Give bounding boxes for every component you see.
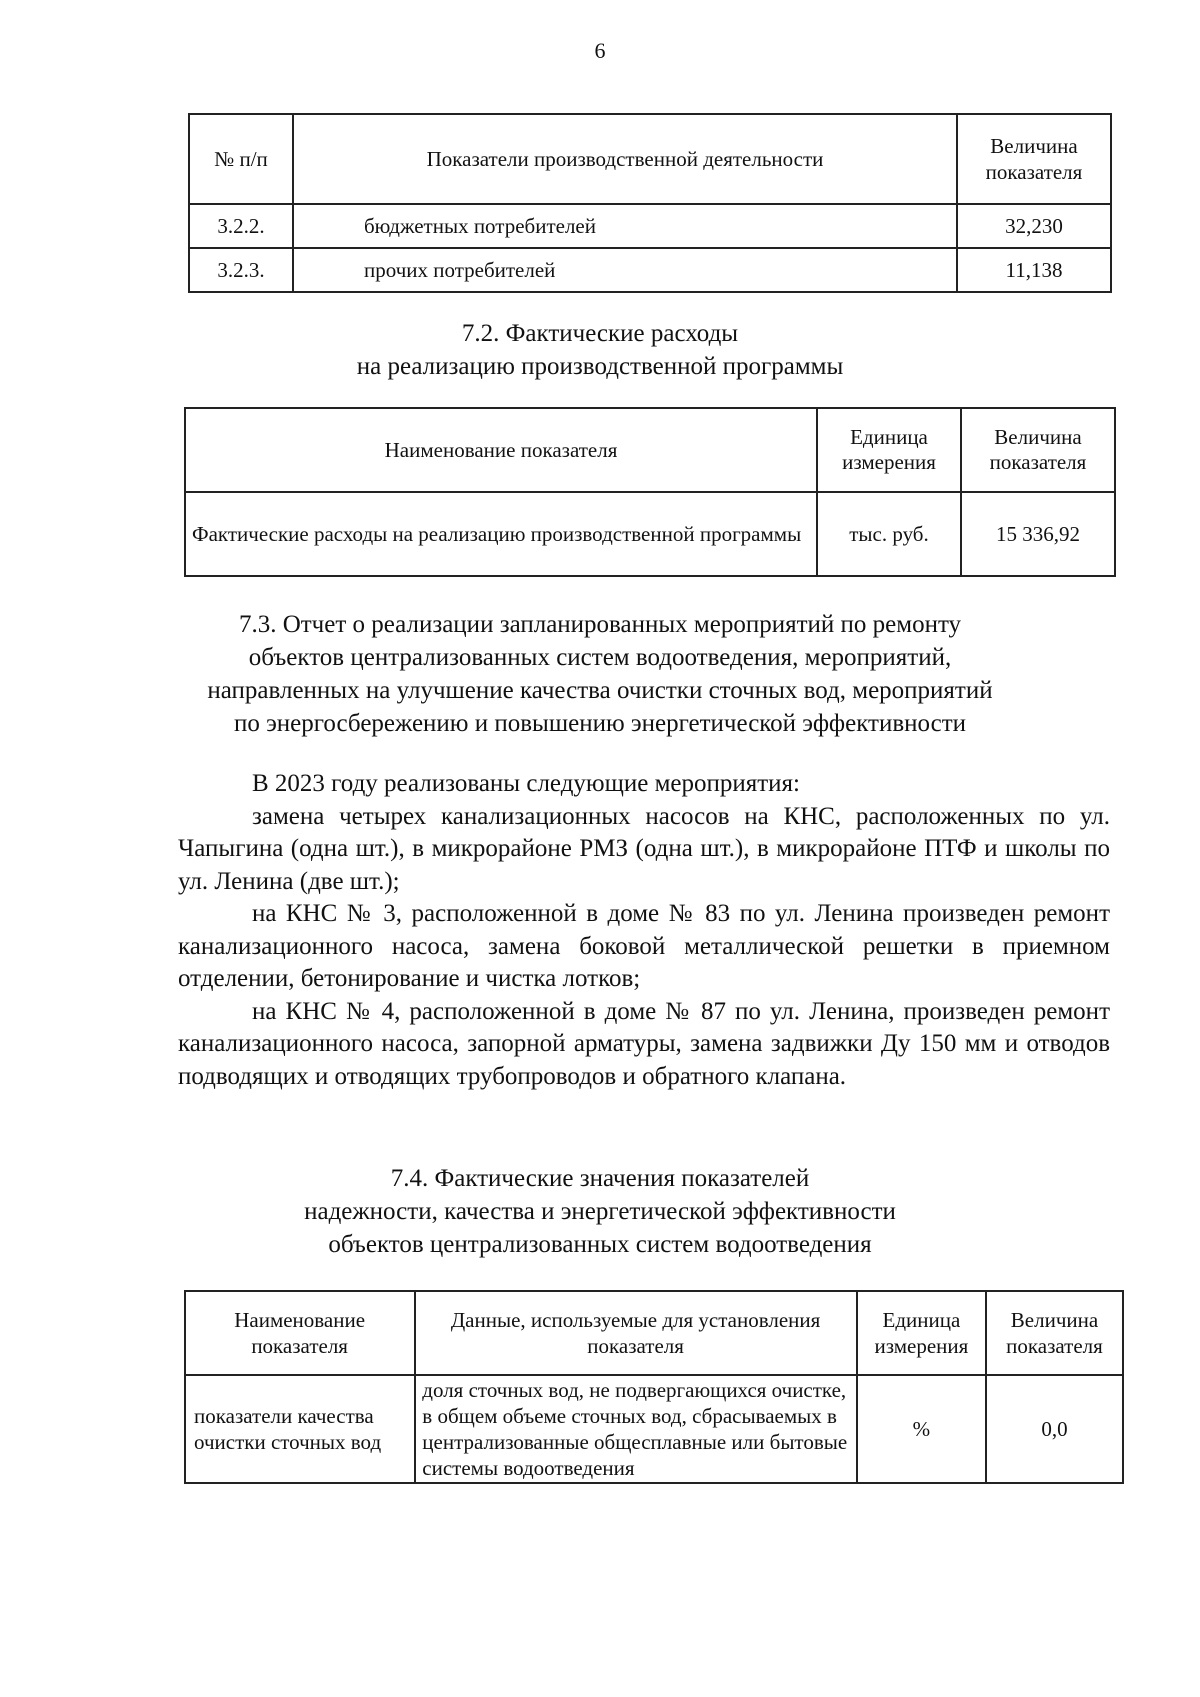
- row-value: 0,0: [986, 1375, 1123, 1483]
- heading-line: на реализацию производственной программы: [356, 353, 844, 380]
- heading-line: объектов централизованных систем водоотведения: [328, 1231, 872, 1258]
- header-value: Величина показателя: [957, 114, 1111, 204]
- page-number: 6: [594, 38, 606, 63]
- row-value: 32,230: [957, 204, 1111, 248]
- reliability-indicators-table: [184, 1290, 1124, 1484]
- table-row: [185, 1375, 1123, 1483]
- header-number: № п/п: [189, 114, 293, 204]
- row-number: 3.2.3.: [189, 248, 293, 292]
- table-header-row: [185, 408, 1115, 492]
- row-data: доля сточных вод, не подвергающихся очистке, в общем объеме сточных вод, сбрасываемых в централизованные общесплавные или бытовые системы водоотведения: [415, 1375, 857, 1483]
- table-row: [185, 492, 1115, 576]
- table-row: [189, 204, 1111, 248]
- row-unit: %: [857, 1375, 986, 1483]
- header-unit: Единица измерения: [817, 408, 961, 492]
- section-7-4-title: [0, 1162, 1200, 1261]
- header-name: Наименование показателя: [185, 1291, 415, 1375]
- section-7-3-body: [178, 768, 1110, 1093]
- header-value: Величина показателя: [986, 1291, 1123, 1375]
- heading-line: направленных на улучшение качества очистки сточных вод, мероприятий: [207, 677, 993, 704]
- section-7-3-title: [0, 608, 1200, 740]
- table-header-row: [189, 114, 1111, 204]
- paragraph: В 2023 году реализованы следующие мероприятия:: [252, 770, 800, 797]
- table-header-row: [185, 1291, 1123, 1375]
- heading-line: надежности, качества и энергетической эффективности: [304, 1198, 896, 1225]
- header-value: Величина показателя: [961, 408, 1115, 492]
- row-name: прочих потребителей: [293, 248, 957, 292]
- paragraph: на КНС № 4, расположенной в доме № 87 по ул. Ленина, произведен ремонт канализационного насоса, запорной арматуры, замена задвижки Ду 150 мм и отводов подводящих и отводящих трубопроводов и обратного клапана.: [178, 997, 1110, 1090]
- header-unit: Единица измерения: [857, 1291, 986, 1375]
- heading-line: 7.4. Фактические значения показателей: [390, 1165, 810, 1192]
- heading-line: объектов централизованных систем водоотведения, мероприятий,: [248, 644, 952, 671]
- row-number: 3.2.2.: [189, 204, 293, 248]
- row-value: 11,138: [957, 248, 1111, 292]
- header-name: Наименование показателя: [185, 408, 817, 492]
- expenses-table: [184, 407, 1116, 577]
- heading-line: по энергосбережению и повышению энергетической эффективности: [233, 710, 967, 737]
- heading-line: 7.3. Отчет о реализации запланированных мероприятий по ремонту: [238, 611, 962, 638]
- header-indicator: Показатели производственной деятельности: [293, 114, 957, 204]
- row-name: бюджетных потребителей: [293, 204, 957, 248]
- table-row: [189, 248, 1111, 292]
- row-value: 15 336,92: [961, 492, 1115, 576]
- paragraph: на КНС № 3, расположенной в доме № 83 по ул. Ленина произведен ремонт канализационного насоса, замена боковой металлической решетки в приемном отделении, бетонирование и чистка лотков;: [178, 900, 1110, 992]
- section-7-2-title: [0, 317, 1200, 383]
- paragraph: замена четырех канализационных насосов на КНС, расположенных по ул. Чапыгина (одна шт.), в микрорайоне РМЗ (одна шт.), в микрорайоне ПТФ и школы по ул. Ленина (две шт.);: [178, 802, 1110, 895]
- heading-line: 7.2. Фактические расходы: [461, 320, 739, 347]
- production-indicators-table: [188, 113, 1112, 293]
- header-data: Данные, используемые для установления показателя: [415, 1291, 857, 1375]
- row-name: показатели качества очистки сточных вод: [185, 1375, 415, 1483]
- row-name: Фактические расходы на реализацию производственной программы: [185, 492, 817, 576]
- row-unit: тыс. руб.: [817, 492, 961, 576]
